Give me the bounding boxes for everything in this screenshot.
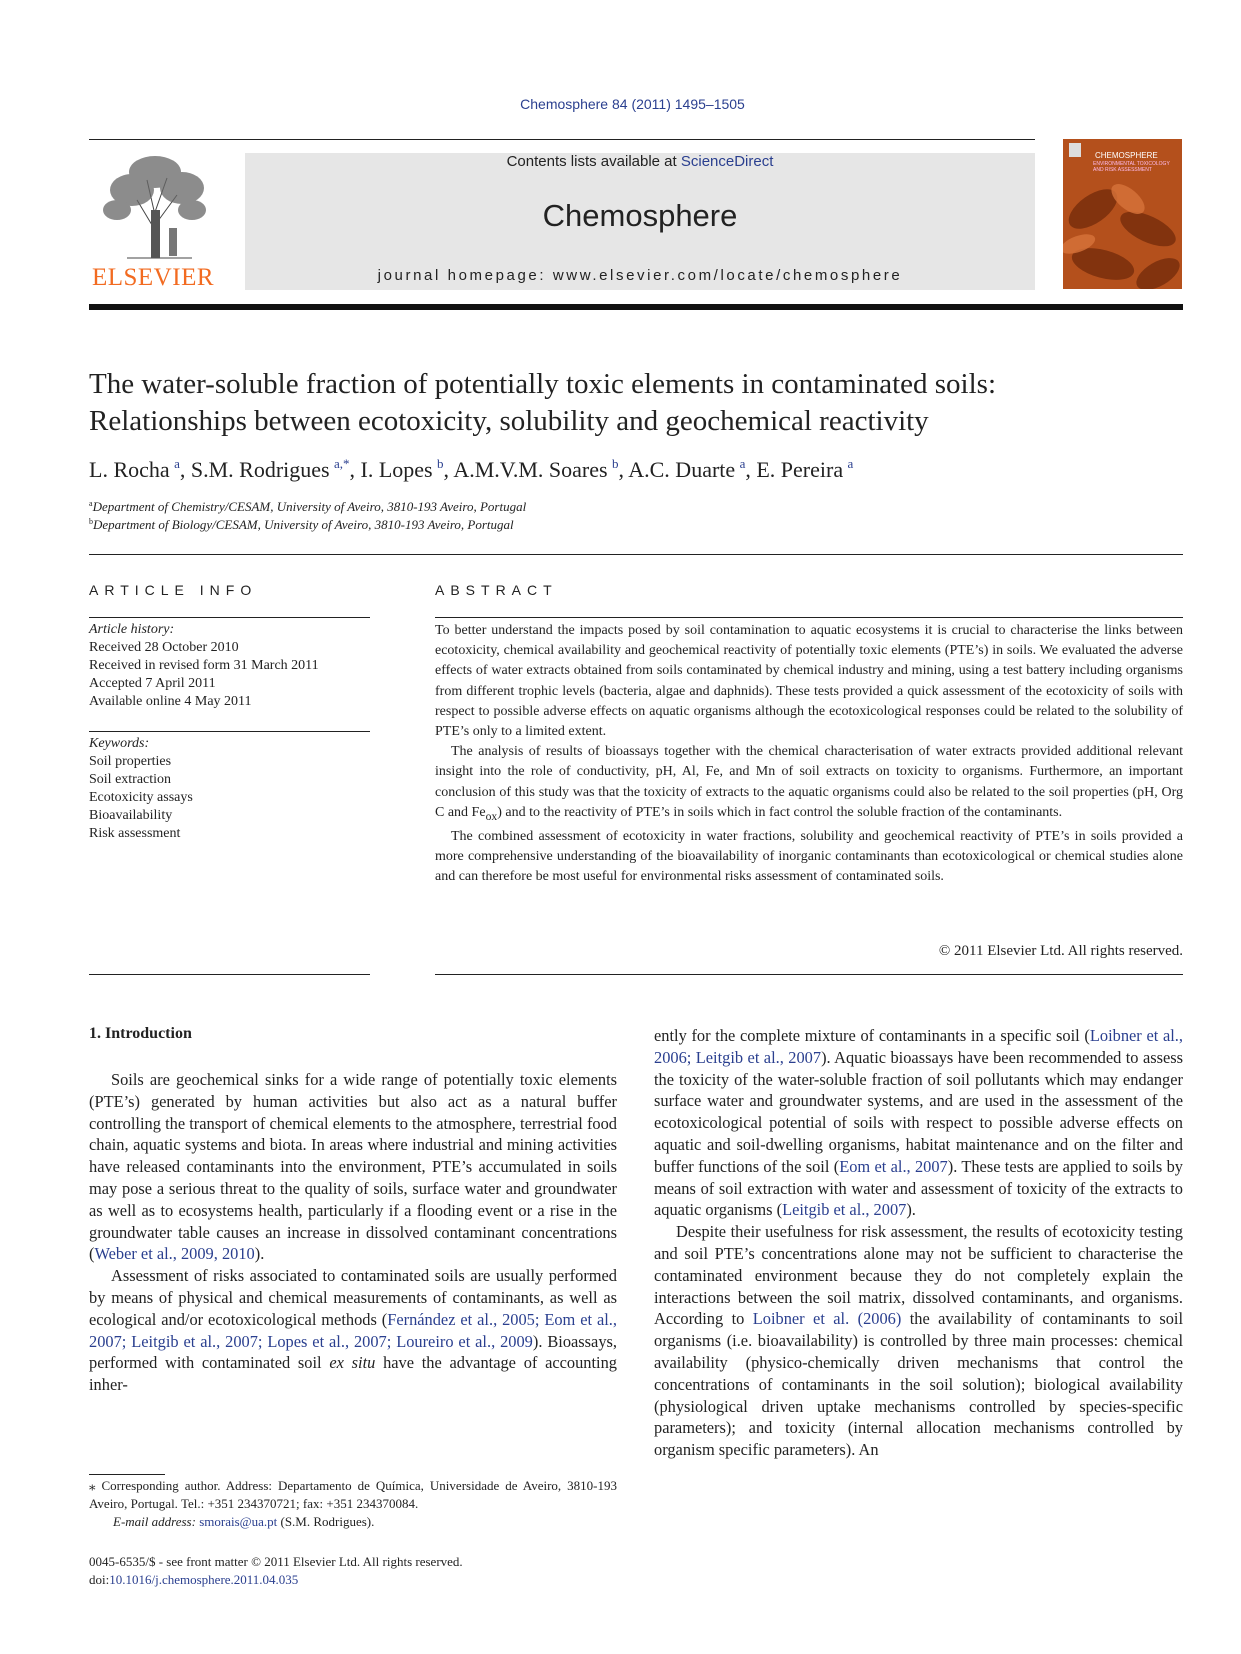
citation-link[interactable]: Eom et al., 2007 (839, 1156, 948, 1176)
author-name: A.C. Duarte (628, 457, 736, 482)
doi-label: doi: (89, 1572, 110, 1587)
keywords (89, 735, 193, 843)
body-column-right (654, 1025, 1183, 1461)
author-name: A.M.V.M. Soares (453, 457, 608, 482)
sciencedirect-link[interactable]: ScienceDirect (680, 153, 774, 170)
body-column-left (89, 1069, 617, 1396)
issn-line: 0045-6535/$ - see front matter © 2011 Elsevier Ltd. All rights reserved. (89, 1554, 463, 1569)
email-link[interactable]: smorais@ua.pt (199, 1514, 278, 1529)
abstract-label: ABSTRACT (435, 582, 558, 598)
abstract-rule (435, 974, 1183, 975)
corresponding-author-footnote (89, 1477, 617, 1531)
doi-line (89, 1571, 463, 1589)
author-name: E. Pereira (756, 457, 844, 482)
author-list: L. Rocha $^a$, S.M. Rodrigues $^{a,*}$, I. Lopes $^b$, A.M.V.M. Soares $^b$, A.C. Duarte $^a$, E. Pereira $^a$ (89, 456, 854, 482)
body-text: Soils are geochemical sinks for a wide range of potentially toxic elements (PTE’s) generated by human activities but also act as a natural buffer controlling the transport of chemical elements to the atmosphere, terrestrial food chain, aquatic systems and biota. In areas where industrial and mining activities have released contaminants into the environment, PTE’s accumulated in soils may pose a serious threat to the quality of soils, surface water and groundwater as well as to ecosystems health, particularly if a flooding event or a rise in the groundwater table causes an increase in dissolved contaminant concentrations ( (89, 1070, 617, 1264)
info-rule (89, 617, 370, 618)
author-affil-mark[interactable]: a (739, 456, 746, 471)
citation-link[interactable]: Loibner et al. (2006) (752, 1309, 902, 1329)
affiliation-b (89, 517, 514, 533)
abstract-paragraph: To better understand the impacts posed by soil contamination to aquatic ecosystems it is crucial to characterise the links between ecotoxicity, chemical availability and geochemical reactivity of potentially toxic elements (PTE’s) in soils. We evaluated the adverse effects of water extracts obtained from soils contaminated by chemical industry and mining, using a test battery including organisms from different trophic levels (bacteria, algae and daphnids). These tests provided a quick assessment of the ecotoxicity of soils with respect to possible adverse effects on aquatic organisms although the ecotoxicological responses could be related to the solubility of PTE’s only to a limited extent. (435, 623, 1183, 740)
history-item: Received in revised form 31 March 2011 (89, 658, 319, 673)
citation-link[interactable]: Fernández et al., 2005; Eom et al., 2007; Leitgib et al., 2007; Lopes et al., 2007; Loureiro et al., 2009 (89, 1309, 617, 1351)
body-text: Despite their usefulness for risk assessment, the results of ecotoxicity testing and soil PTE’s concentrations alone may not be sufficient to characterise the contaminated environment because they do not completely explain the interactions between the soil matrix, dissolved contaminants, and organisms. According to (654, 1222, 1183, 1329)
body-paragraph (89, 1265, 617, 1396)
affiliation-text: Department of Biology/CESAM, University of Aveiro, 3810-193 Aveiro, Portugal (93, 517, 514, 532)
section-divider (89, 554, 1183, 555)
top-divider (89, 139, 1035, 140)
tree-logo-icon (97, 150, 212, 262)
body-text: ). (906, 1200, 916, 1220)
abstract-text: The analysis of results of bioassays together with the chemical characterisation of water extracts provided additional relevant insight into the role of conductivity, pH, Al, Fe, and Mn of soil extracts on toxicity to organisms. Furthermore, an important conclusion of this study was that the toxicity of extracts to the aquatic organisms could also be related to the soil properties (pH, Org C and Fe (435, 744, 1183, 820)
body-text: ). These tests are applied to soils by means of soil extraction with water and assessment of toxicity of the extracts to aquatic organisms ( (654, 1156, 1183, 1220)
keyword-item: Ecotoxicity assays (89, 790, 193, 805)
history-item: Available online 4 May 2011 (89, 694, 252, 709)
abstract-paragraph: The combined assessment of ecotoxicity in water fractions, solubility and geochemical reactivity of PTE’s in soils provided a more comprehensive understanding of the bioavailability of inorganic contaminants than ecotoxicological or chemical studies alone and can therefore be most useful for environmental risks assessment of contaminated soils. (435, 828, 1183, 885)
doi-link[interactable]: 10.1016/j.chemosphere.2011.04.035 (109, 1572, 299, 1587)
body-text-italic: ex situ (329, 1353, 376, 1373)
intro-heading: 1. Introduction (89, 1025, 192, 1042)
cover-subtitle: ENVIRONMENTAL TOXICOLOGY AND RISK ASSESSMENT (1093, 161, 1170, 173)
abstract-subscript: ox (485, 809, 498, 823)
history-item: Accepted 7 April 2011 (89, 676, 216, 691)
journal-citation[interactable]: Chemosphere 84 (2011) 1495–1505 (520, 96, 745, 112)
cover-title: CHEMOSPHERE (1095, 151, 1158, 160)
affiliation-mark: b (89, 517, 93, 526)
keywords-label: Keywords: (89, 736, 150, 751)
info-rule (89, 731, 370, 732)
contents-line (245, 153, 1035, 171)
footnote-text: ⁎ Corresponding author. Address: Departamento de Química, Universidade de Aveiro, 3810-193 Aveiro, Portugal. Tel.: +351 234370721; fax: +351 234370084. (89, 1478, 617, 1511)
article-title (89, 366, 1189, 440)
journal-cover (1063, 139, 1182, 289)
publisher-logo-text: ELSEVIER (91, 264, 215, 291)
citation-link[interactable]: Weber et al., 2009, 2010 (94, 1244, 255, 1264)
header-thick-rule (89, 304, 1183, 310)
abstract-copyright: © 2011 Elsevier Ltd. All rights reserved. (938, 943, 1183, 959)
history-label: Article history: (89, 622, 175, 637)
author-affil-mark[interactable]: a (847, 456, 854, 471)
author-affil-mark[interactable]: b (437, 456, 444, 471)
author-name: L. Rocha (89, 457, 170, 482)
email-label: E-mail address: (113, 1514, 196, 1529)
body-text: ). (254, 1244, 265, 1264)
citation-link[interactable]: Loibner et al., 2006; Leitgib et al., 2007 (654, 1026, 1183, 1067)
abstract-body (435, 621, 1183, 887)
elsevier-logo (89, 150, 217, 292)
abstract-paragraph (435, 742, 1183, 827)
abstract-text: ) and to the reactivity of PTE’s in soils which in fact control the soluble fraction of the contaminants. (497, 804, 1063, 820)
info-rule (89, 974, 370, 975)
keyword-item: Soil properties (89, 754, 172, 769)
keyword-item: Bioavailability (89, 808, 173, 823)
history-item: Received 28 October 2010 (89, 640, 239, 655)
footnote-email-line (89, 1513, 617, 1531)
affiliation-a (89, 499, 526, 515)
body-text: ). Bioassays, performed with contaminated soil (89, 1331, 617, 1373)
body-paragraph (89, 1069, 617, 1265)
abstract-rule (435, 617, 1183, 618)
body-text: ently for the complete mixture of contaminants in a specific soil ( (654, 1026, 1090, 1045)
author-affil-mark[interactable]: a (174, 456, 180, 471)
article-info-label: ARTICLE INFO (89, 582, 258, 598)
keyword-item: Risk assessment (89, 826, 181, 841)
affiliation-mark: a (89, 499, 93, 508)
affiliation-text: Department of Chemistry/CESAM, University of Aveiro, 3810-193 Aveiro, Portugal (92, 499, 527, 514)
journal-homepage[interactable]: journal homepage: www.elsevier.com/locate/chemosphere (377, 267, 903, 284)
footnote-rule (89, 1474, 165, 1475)
author-affil-mark[interactable]: b (611, 456, 619, 471)
journal-banner (245, 153, 1035, 290)
citation-link[interactable]: Leitgib et al., 2007 (782, 1200, 907, 1220)
body-paragraph (654, 1221, 1183, 1461)
author-affil-mark[interactable]: a,* (334, 456, 350, 471)
body-text: the availability of contaminants to soil organisms (i.e. bioavailability) is controlled by three main processes: chemical availability (physico-chemically driven mechanisms that control the concentrations of contaminants in the soil solution); biological availability (physiological driven uptake mechanisms controlled by species-specific parameters); and toxicity (internal allocation mechanisms controlled by organism specific parameters). An (654, 1309, 1183, 1460)
title-line-2: Relationships between ecotoxicity, solubility and geochemical reactivity (89, 405, 929, 437)
title-line-1: The water-soluble fraction of potentially toxic elements in contaminated soils: (89, 368, 997, 400)
body-text: Assessment of risks associated to contaminated soils are usually performed by means of physical and chemical measurements of contaminants, as well as ecological and/or ecotoxicological methods ( (89, 1266, 617, 1329)
keyword-item: Soil extraction (89, 772, 172, 787)
body-text: have the advantage of accounting inher- (89, 1353, 617, 1395)
body-text: ). Aquatic bioassays have been recommended to assess the toxicity of the water-soluble fraction of soil pollutants which may endanger surface water and groundwater systems, and are used in the assessment of the ecotoxicological potential of soils with respect to possible adverse effects on aquatic and soil-dwelling organisms, habitat maintenance and on the filter and buffer functions of the soil ( (654, 1047, 1184, 1176)
article-history (89, 621, 319, 711)
author-name: I. Lopes (360, 457, 433, 482)
body-paragraph (654, 1025, 1183, 1221)
contents-prefix: Contents lists available at (506, 153, 681, 170)
front-matter-note (89, 1553, 463, 1589)
author-name: S.M. Rodrigues (190, 457, 330, 482)
email-owner: (S.M. Rodrigues). (280, 1514, 375, 1529)
journal-name: Chemosphere (542, 198, 738, 233)
